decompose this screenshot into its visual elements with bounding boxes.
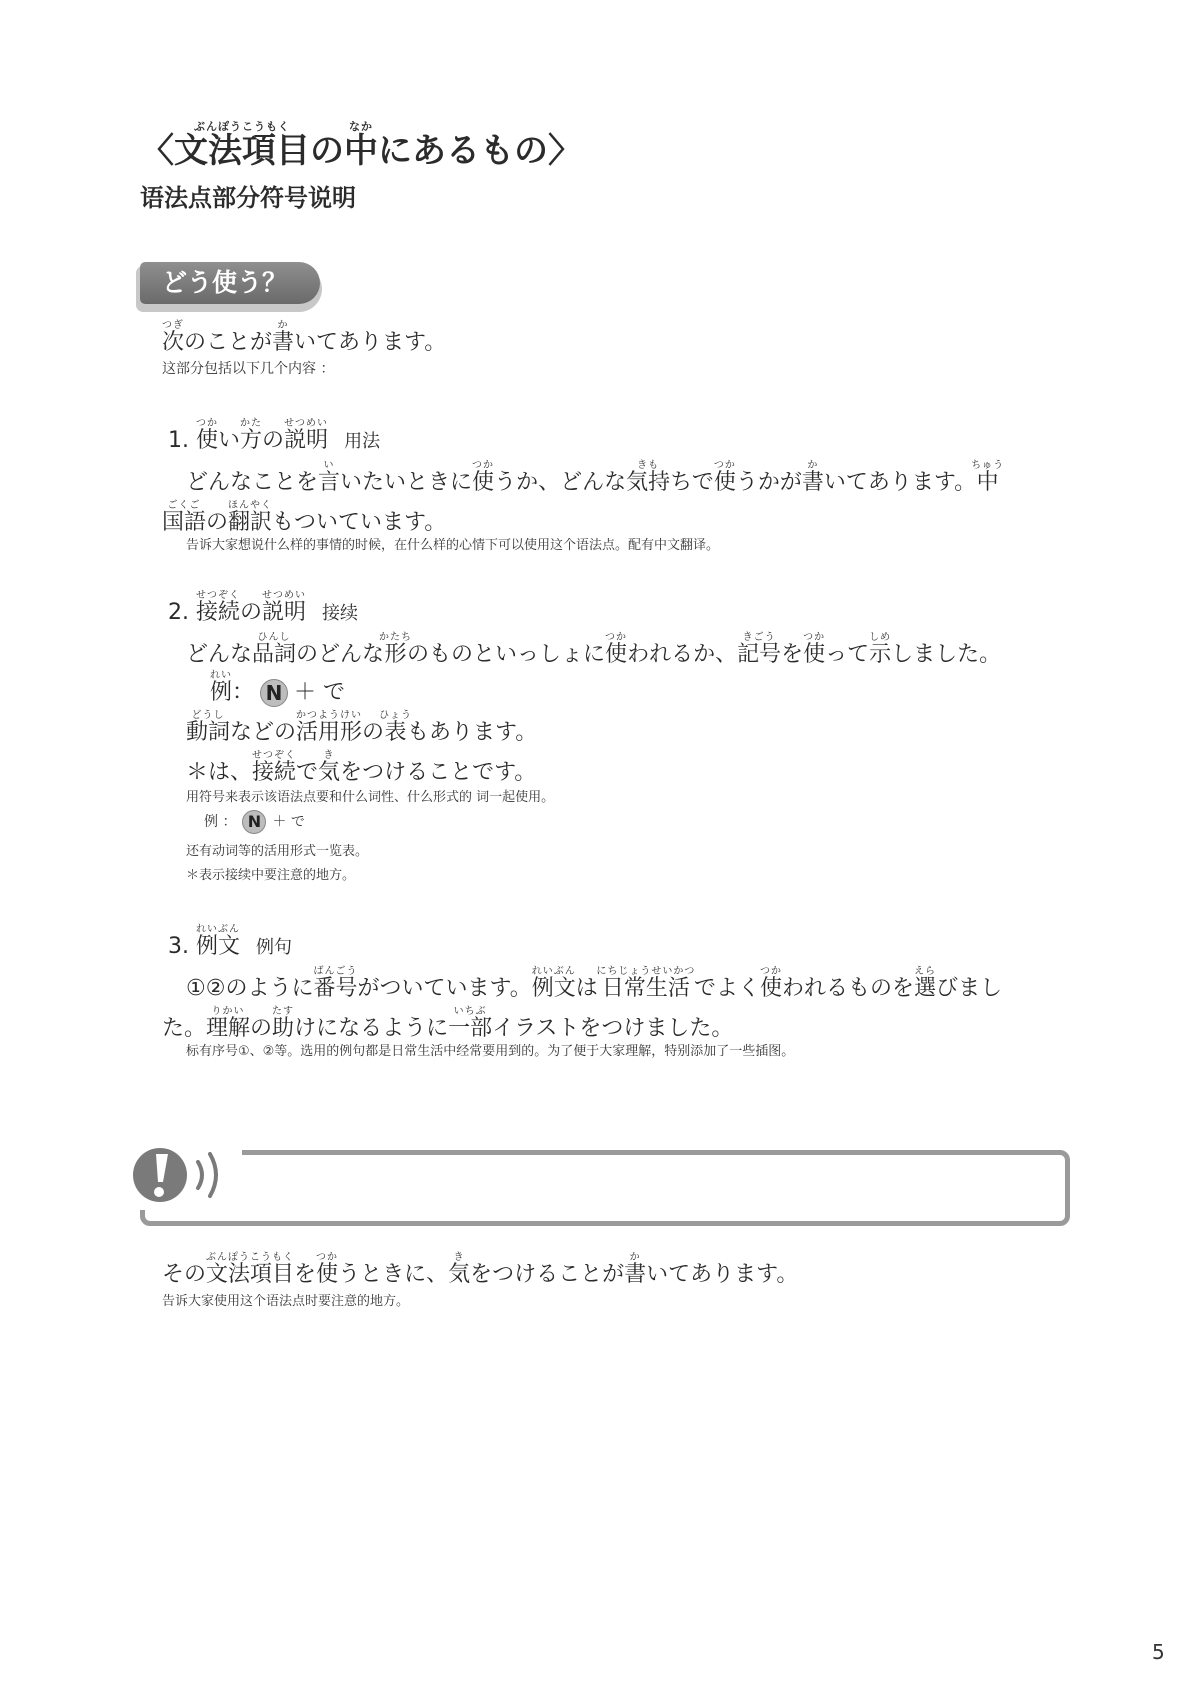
item1-line2: 国語ごくごの翻訳ほんやくもついています。 xyxy=(162,500,447,535)
item2-cn3: ＊表示接续中要注意的地方。 xyxy=(186,868,356,883)
item1-line1: どんなことを言いいたいときに使つかうか、どんな気持きもちで使つかうかが書かいてあります。中ちゅう xyxy=(186,460,1005,495)
item2-example: 例れい： N ＋ で xyxy=(210,670,346,705)
item1-cn: 告诉大家想说什么样的事情的时候，在什么样的心情下可以使用这个语法点。配有中文翻译。 xyxy=(186,538,720,553)
page-number: 5 xyxy=(1152,1640,1165,1664)
item3-cn: 标有序号①、②等。选用的例句都是日常生活中经常要用到的。为了便于大家理解，特别添加了一些插图。 xyxy=(186,1044,795,1059)
alert-icon xyxy=(132,1140,242,1210)
item2-line3: 動詞どうしなどの活用形かつようけいの表ひょうもあります。 xyxy=(186,710,538,745)
section-pill: どう使う？ xyxy=(140,262,320,304)
item2-cn2: 还有动词等的活用形式一览表。 xyxy=(186,844,369,859)
noun-badge: N xyxy=(260,679,288,707)
item1-heading: 1. 使つかい方かたの説明せつめい用法 xyxy=(168,418,381,453)
note-box xyxy=(140,1150,1070,1226)
page-title: 〈文法項目ぶんぽうこうもくの中なかにあるもの〉 xyxy=(140,120,582,171)
note-cn: 告诉大家使用这个语法点时要注意的地方。 xyxy=(162,1294,410,1309)
item2-line4: ＊は、接続せつぞくで気きをつけることです。 xyxy=(186,750,537,785)
item3-heading: 3. 例文れいぶん例句 xyxy=(168,924,293,959)
noun-badge-small: N xyxy=(242,810,266,834)
intro-line: 次つぎのことが書かいてあります。 xyxy=(162,320,447,355)
note-line: その文法項目ぶんぽうこうもくを使つかうときに、気きをつけることが書かいてあります。 xyxy=(162,1252,799,1287)
item3-line1: ①②のように番号ばんごうがついています。例文れいぶんは日常生活にちじょうせいかつでよく使つかわれるものを選えらびまし xyxy=(186,966,1003,1001)
item2-heading: 2. 接続せつぞくの説明せつめい接续 xyxy=(168,590,359,625)
item2-cn1: 用符号来表示该语法点要和什么词性、什么形式的 词一起使用。 xyxy=(186,790,555,805)
page-subtitle: 语法点部分符号说明 xyxy=(140,184,356,212)
intro-cn: 这部分包括以下几个内容 ： xyxy=(162,361,335,377)
item2-line1: どんな品詞ひんしのどんな形かたちのものといっしょに使つかわれるか、記号きごうを使つかって示しめしました。 xyxy=(186,632,1002,667)
item3-line2: た。理解りかいの助たすけになるように一部いちぶイラストをつけました。 xyxy=(162,1006,734,1041)
item2-cn-example: 例 ： N ＋ で xyxy=(204,810,305,834)
